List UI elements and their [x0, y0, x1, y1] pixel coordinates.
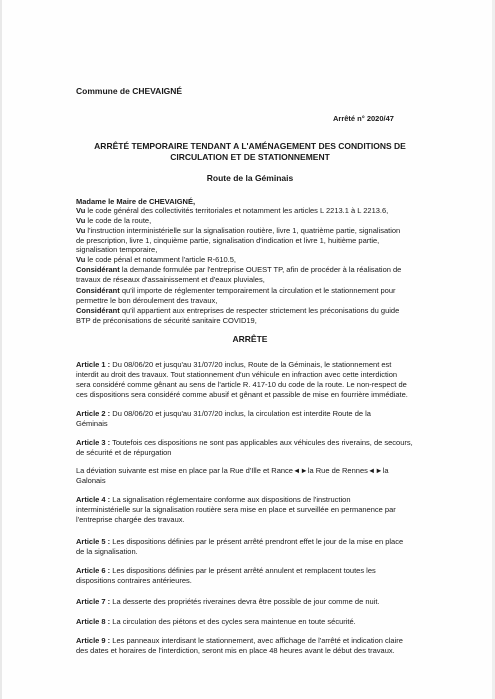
article-2-line-1: Article 2 : Du 08/06/20 et jusqu'au 31/07/20 inclus, la circulation est interdite Route de la: [76, 409, 371, 418]
arrete-number: Arrêté n° 2020/47: [333, 114, 394, 123]
article-4-line-1: Article 4 : La signalisation réglementaire conforme aux dispositions de l'instruction: [76, 495, 351, 504]
article-5-line-2: de la signalisation.: [76, 547, 138, 556]
vu-line-3b: de prescription, livre 1, cinquième partie, signalisation d'indication et livre 1, huitième partie,: [76, 236, 380, 245]
considerant-2a: Considérant qu'il importe de réglementer temporairement la circulation et le stationnement pour: [76, 286, 396, 295]
title-line-1: ARRÊTÉ TEMPORAIRE TENDANT A L'AMÉNAGEMENT DES CONDITIONS DE: [94, 141, 406, 151]
article-3-line-2: de sécurité et de répurgation: [76, 448, 172, 457]
article-8: Article 8 : La circulation des piétons et des cycles sera maintenue en toute sécurité.: [76, 617, 356, 626]
deviation-line-1: La déviation suivante est mise en place par la Rue d'Ille et Rance◄►la Rue de Rennes◄►la: [76, 466, 389, 475]
article-4-line-2: interministérielle sur la signalisation routière sera mise en place et surveillée en permanence par: [76, 505, 396, 514]
article-2-line-2: Géminais: [76, 419, 108, 428]
considerant-3b: BTP de préconisations de sécurité sanitaire COVID19,: [76, 316, 257, 325]
article-9-line-2: des dates et horaires de l'interdiction, seront mis en place 48 heures avant le début des travaux.: [76, 646, 395, 655]
considerant-1b: travaux de réseaux d'assainissement et d'eaux pluviales,: [76, 275, 265, 284]
title-line-2: CIRCULATION ET DE STATIONNEMENT: [170, 152, 330, 162]
article-4-line-3: l'entreprise chargée des travaux.: [76, 515, 185, 524]
article-6-line-2: dispositions contraires antérieures.: [76, 576, 192, 585]
vu-line-4: Vu le code pénal et notamment l'article R-610.5,: [76, 255, 236, 264]
maire-line: Madame le Maire de CHEVAIGNÉ,: [76, 197, 196, 206]
article-7: Article 7 : La desserte des propriétés riveraines devra être possible de jour comme de nuit.: [76, 597, 380, 606]
article-1-line-2: interdit au droit des travaux. Tout stationnement d'un véhicule en infraction avec cette interdiction: [76, 370, 398, 379]
arrete-heading: ARRÊTE: [232, 334, 268, 344]
considerant-2b: permettre le bon déroulement des travaux,: [76, 296, 218, 305]
considerant-3a: Considérant qu'il appartient aux entreprises de respecter strictement les préconisations du guide: [76, 306, 400, 315]
article-9-line-1: Article 9 : Les panneaux interdisant le stationnement, avec affichage de l'arrêté et indication claire: [76, 636, 403, 645]
article-1-line-4: ces dispositions sera considéré comme abusif et gênant et passible de mise en fourrière immédiate.: [76, 390, 408, 399]
deviation-line-2: Galonais: [76, 476, 106, 485]
route-name: Route de la Géminais: [206, 173, 294, 183]
scan-edge-left: [0, 0, 2, 699]
vu-line-3c: signalisation temporaire,: [76, 245, 158, 254]
article-5-line-1: Article 5 : Les dispositions définies par le présent arrêté prendront effet le jour de la mise en place: [76, 537, 404, 546]
vu-line-2: Vu le code de la route,: [76, 216, 152, 225]
considerant-1a: Considérant la demande formulée par l'entreprise OUEST TP, afin de procéder à la réalisation de: [76, 265, 402, 274]
commune-name: Commune de CHEVAIGNÉ: [76, 86, 183, 96]
article-6-line-1: Article 6 : Les dispositions définies par le présent arrêté annulent et remplacent toutes les: [76, 566, 376, 575]
article-1-line-3: sera considéré comme gênant au sens de l'article R. 417-10 du code de la route. Le non-respect de: [76, 380, 407, 389]
vu-line-1: Vu le code général des collectivités territoriales et notamment les articles L 2213.1 à L 2213.6,: [76, 206, 389, 215]
article-1-line-1: Article 1 : Du 08/06/20 et jusqu'au 31/07/20 inclus, Route de la Géminais, le stationnement est: [76, 360, 392, 369]
vu-line-3a: Vu l'instruction interministérielle sur la signalisation routière, livre 1, quatrième partie, signalisation: [76, 226, 401, 235]
article-3-line-1: Article 3 : Toutefois ces dispositions ne sont pas applicables aux véhicules des riverains, de secours,: [76, 438, 413, 447]
